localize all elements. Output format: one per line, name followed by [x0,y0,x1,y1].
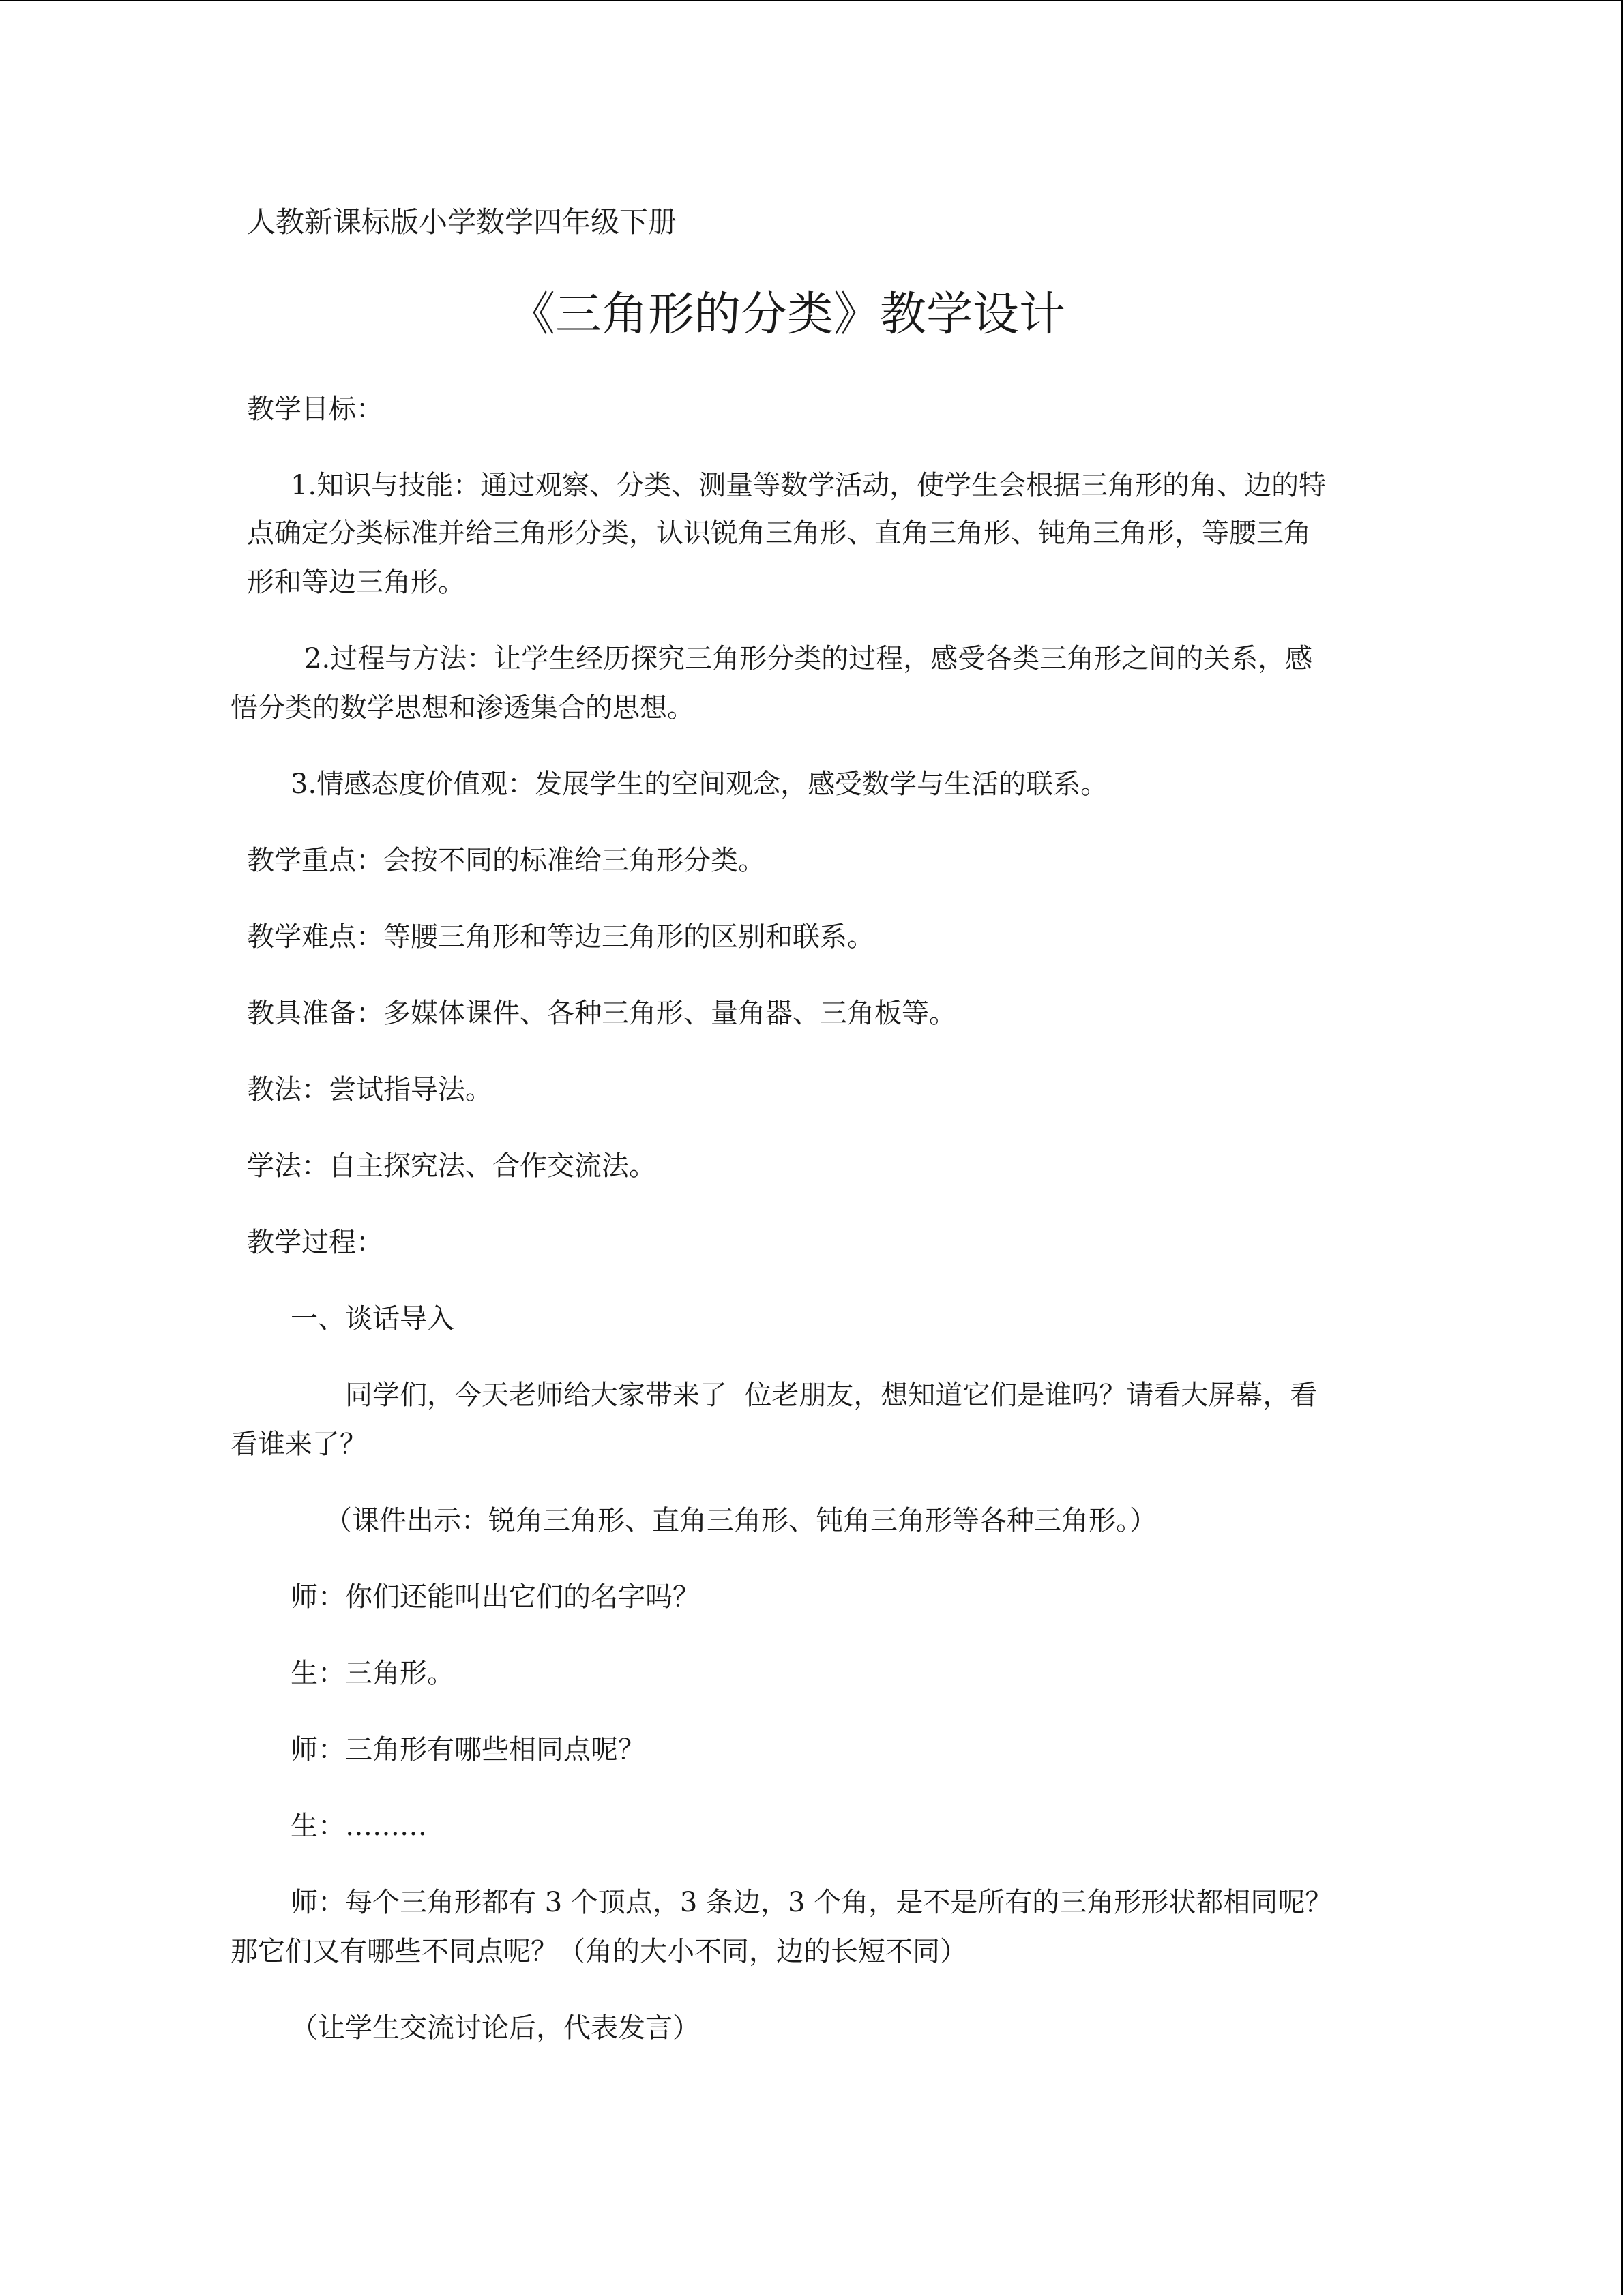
section-heading-intro: 一、谈话导入 [291,1303,454,1335]
paragraph-line: 看谁来了？ [231,1429,367,1460]
dialogue-line: 生：……… [291,1810,427,1842]
dialogue-line: 那它们又有哪些不同点呢？（角的大小不同，边的长短不同） [231,1936,967,1967]
document-header: 人教新课标版小学数学四年级下册 [247,205,677,239]
dialogue-line: 生：三角形。 [291,1658,454,1689]
paragraph-line: 点确定分类标准并给三角形分类，认识锐角三角形、直角三角形、钝角三角形，等腰三角 [247,518,1311,549]
paragraph-line: 2.过程与方法：让学生经历探究三角形分类的过程，感受各类三角形之间的关系，感 [304,643,1313,674]
paragraph-line: 教法：尝试指导法。 [247,1074,492,1105]
dialogue-line: 师：三角形有哪些相同点呢？ [291,1734,645,1765]
section-heading-process: 教学过程： [247,1227,383,1258]
paragraph-line: （让学生交流讨论后，代表发言） [291,2012,700,2044]
document-title: 《三角形的分类》教学设计 [509,288,1066,342]
section-heading-objectives: 教学目标： [247,393,383,425]
paragraph-line: 悟分类的数学思想和渗透集合的思想。 [231,692,694,724]
dialogue-line: 师：你们还能叫出它们的名字吗？ [291,1581,700,1613]
dialogue-line: 师：每个三角形都有 3 个顶点，3 条边，3 个角，是不是所有的三角形形状都相同呢？ [291,1887,1333,1918]
paragraph-line: 教学重点：会按不同的标准给三角形分类。 [247,845,765,876]
paragraph-line: 教具准备：多媒体课件、各种三角形、量角器、三角板等。 [247,998,956,1029]
paragraph-line: （课件出示：锐角三角形、直角三角形、钝角三角形等各种三角形。） [325,1505,1157,1536]
paragraph-line: 教学难点：等腰三角形和等边三角形的区别和联系。 [247,921,874,953]
paragraph-line: 1.知识与技能：通过观察、分类、测量等数学活动，使学生会根据三角形的角、边的特 [291,470,1327,501]
paragraph-line: 3.情感态度价值观：发展学生的空间观念，感受数学与生活的联系。 [291,769,1108,800]
paragraph-line: 同学们，今天老师给大家带来了 位老朋友，想知道它们是谁吗？请看大屏幕，看 [345,1380,1318,1411]
paragraph-line: 学法：自主探究法、合作交流法。 [247,1150,656,1182]
paragraph-line: 形和等边三角形。 [247,567,465,598]
